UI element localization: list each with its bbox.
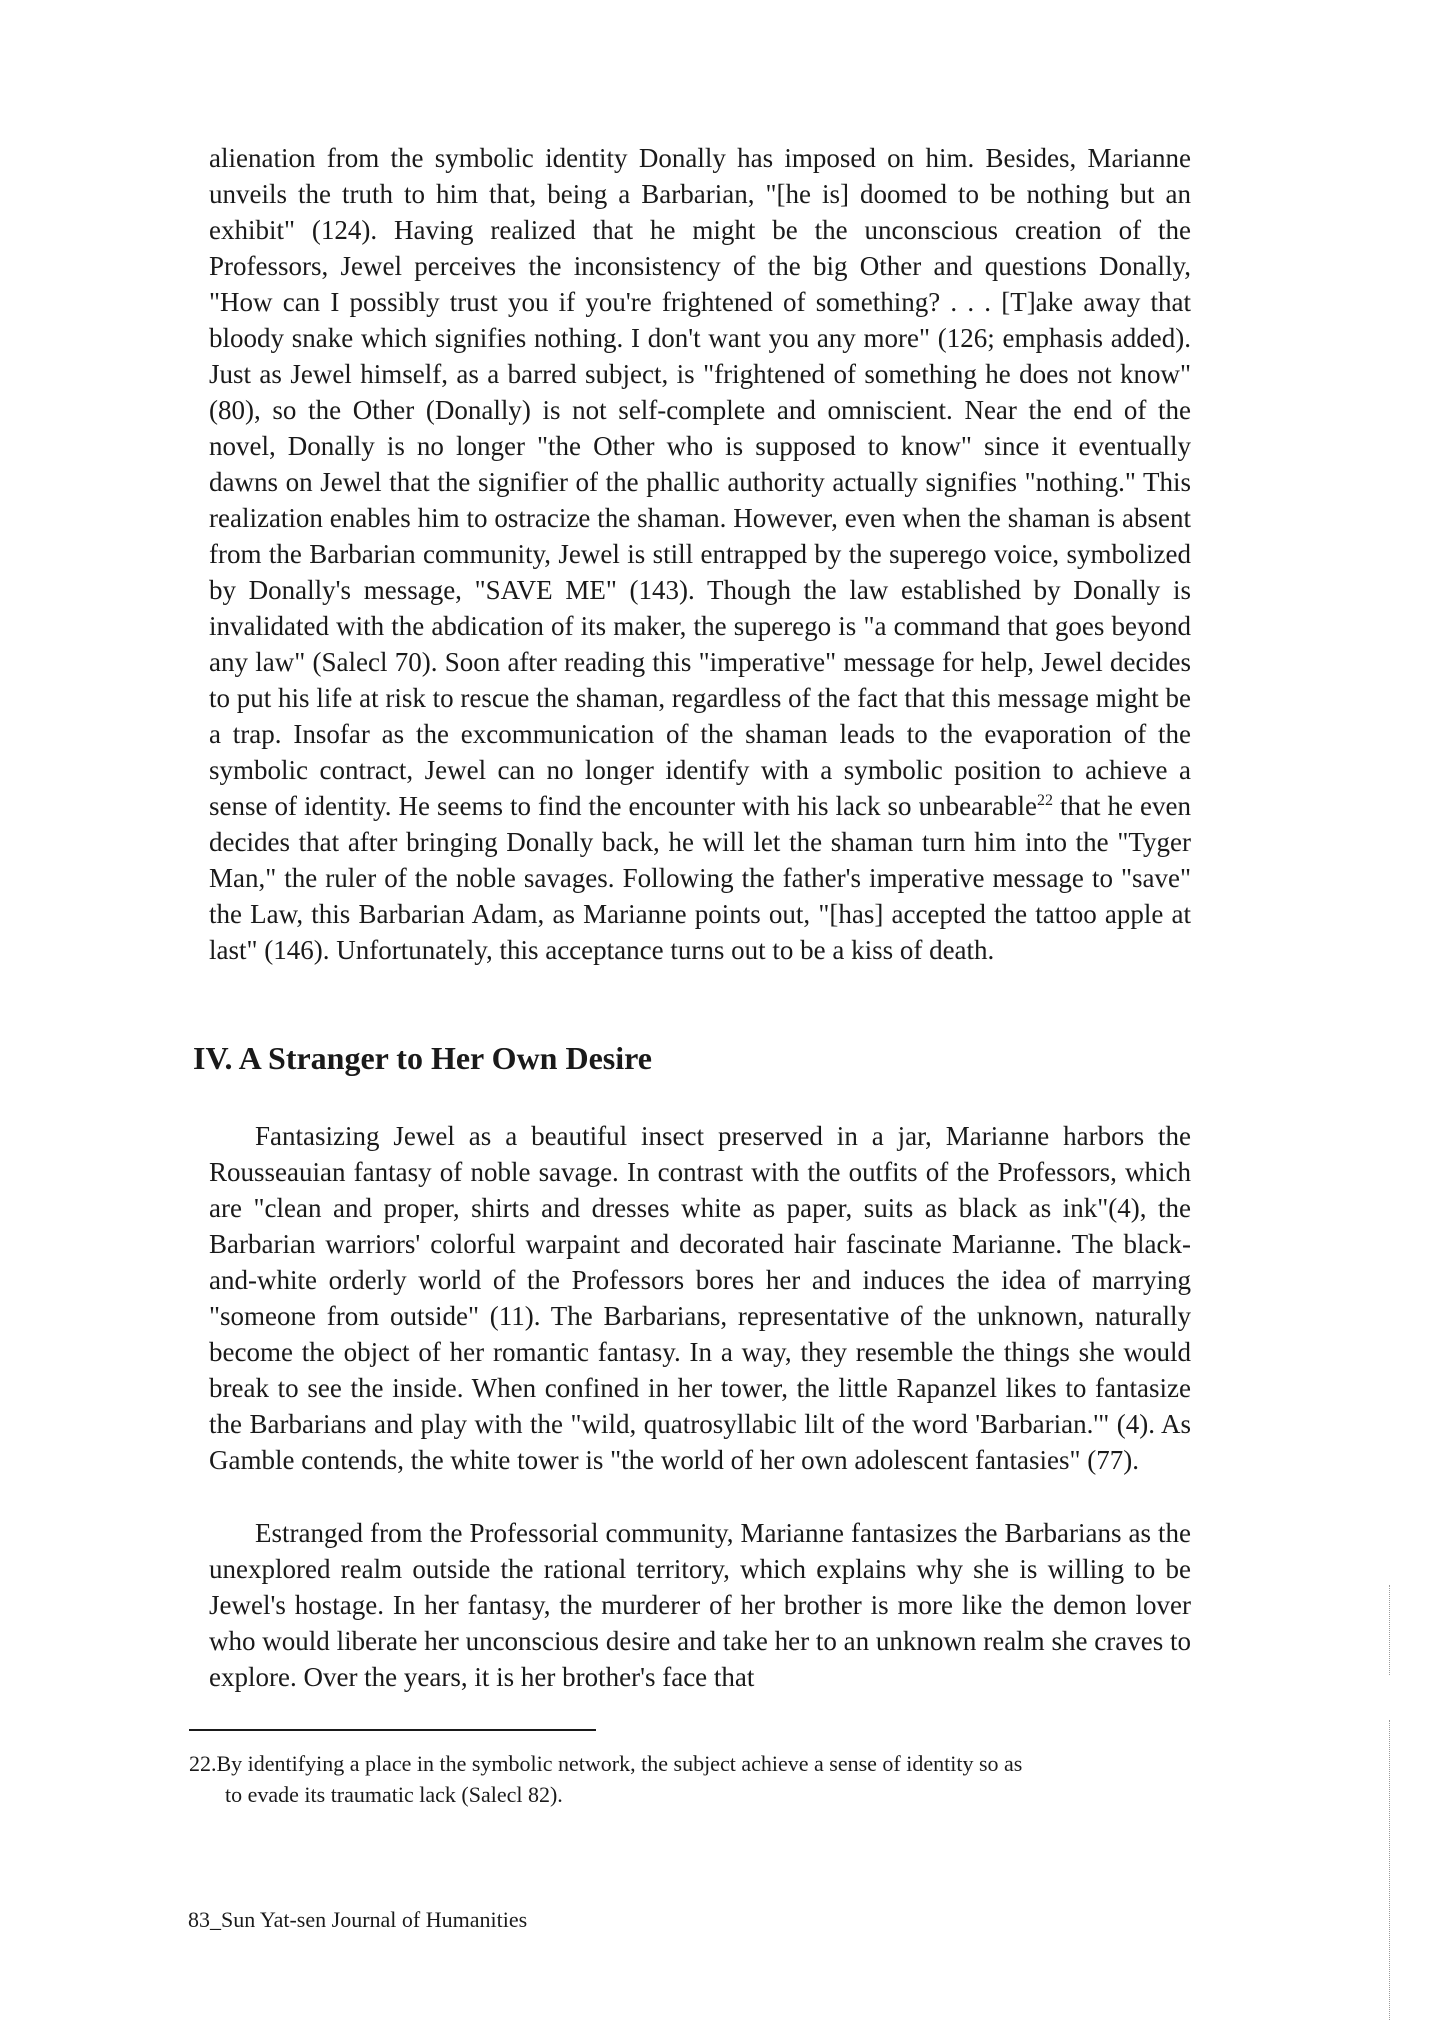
body-paragraph-3: Estranged from the Professorial community, Marianne fantasizes the Barbarians as the unexplored realm outside the rational territory, which explains why she is willing to be Jewel's hostage. In her fantasy, the murderer of her brother is more like the demon lover who would liberate her unconscious desire and take her to an unknown realm she craves to explore. Over the years, it is her brother's face that — [209, 1518, 1191, 1692]
body-paragraph-1 — [209, 140, 1191, 968]
footnote-line-2: to evade its traumatic lack (Salecl 82). — [225, 1782, 563, 1807]
body-paragraph-2: Fantasizing Jewel as a beautiful insect preserved in a jar, Marianne harbors the Rousseauian fantasy of noble savage. In contrast with the outfits of the Professors, which are "clean and proper, shirts and dresses white as paper, suits as black as ink"(4), the Barbarian warriors' colorful warpaint and decorated hair fascinate Marianne. The black-and-white orderly world of the Professors bores her and induces the idea of marrying "someone from outside" (11). The Barbarians, representative of the unknown, naturally become the object of her romantic fantasy. In a way, they resemble the things she would break to see the inside. When confined in her tower, the little Rapanzel likes to fantasize the Barbarians and play with the "wild, quatrosyllabic lilt of the word 'Barbarian.'" (4). As Gamble contends, the white tower is "the world of her own adolescent fantasies" (77). — [209, 1121, 1191, 1475]
section-heading: IV. A Stranger to Her Own Desire — [193, 1040, 652, 1076]
page-footer: 83_Sun Yat-sen Journal of Humanities — [188, 1907, 528, 1932]
scan-edge-mark — [1389, 1720, 1391, 2020]
paragraph-1-text-a: alienation from the symbolic identity Donally has imposed on him. Besides, Marianne unveils the truth to him that, being a Barbarian, "[he is] doomed to be nothing but an exhibit" (124). Having realized that he might be the unconscious creation of the Professors, Jewel perceives the inconsistency of the big Other and questions Donally, "How can I possibly trust you if you're frightened of something? . . . [T]ake away that bloody snake which signifies nothing. I don't want you any more" (126; emphasis added). Just as Jewel himself, as a barred subject, is "frightened of something he does not know" (80), so the Other (Donally) is not self-complete and omniscient. Near the end of the novel, Donally is no longer "the Other who is supposed to know" since it eventually dawns on Jewel that the signifier of the phallic authority actually signifies "nothing." This realization enables him to ostracize the shaman. However, even when the shaman is absent from the Barbarian community, Jewel is still entrapped by the superego voice, symbolized by Donally's message, "SAVE ME" (143). Though the law established by Donally is invalidated with the abdication of its maker, the superego is "a command that goes beyond any law" (Salecl 70). Soon after reading this "imperative" message for help, Jewel decides to put his life at risk to rescue the shaman, regardless of the fact that this message might be a trap. Insofar as the excommunication of the shaman leads to the evaporation of the symbolic contract, Jewel can no longer identify with a symbolic position to achieve a sense of identity. He seems to find the encounter with his lack so unbearable — [209, 143, 1191, 821]
scan-edge-mark — [1389, 1585, 1391, 1675]
paragraph-1-text-b: that he even decides that after bringing Donally back, he will let the shaman turn him into the "Tyger Man," the ruler of the noble savages. Following the father's imperative message to "save" the Law, this Barbarian Adam, as Marianne points out, "[has] accepted the tattoo apple at last" (146). Unfortunately, this acceptance turns out to be a kiss of death. — [209, 791, 1191, 965]
footnote-divider — [189, 1729, 596, 1731]
footnote-ref-22[interactable]: 22 — [1037, 792, 1053, 809]
footnote-line-1: 22.By identifying a place in the symbolic network, the subject achieve a sense of identity so as — [189, 1751, 1023, 1776]
footnote-22 — [189, 1748, 1179, 1810]
